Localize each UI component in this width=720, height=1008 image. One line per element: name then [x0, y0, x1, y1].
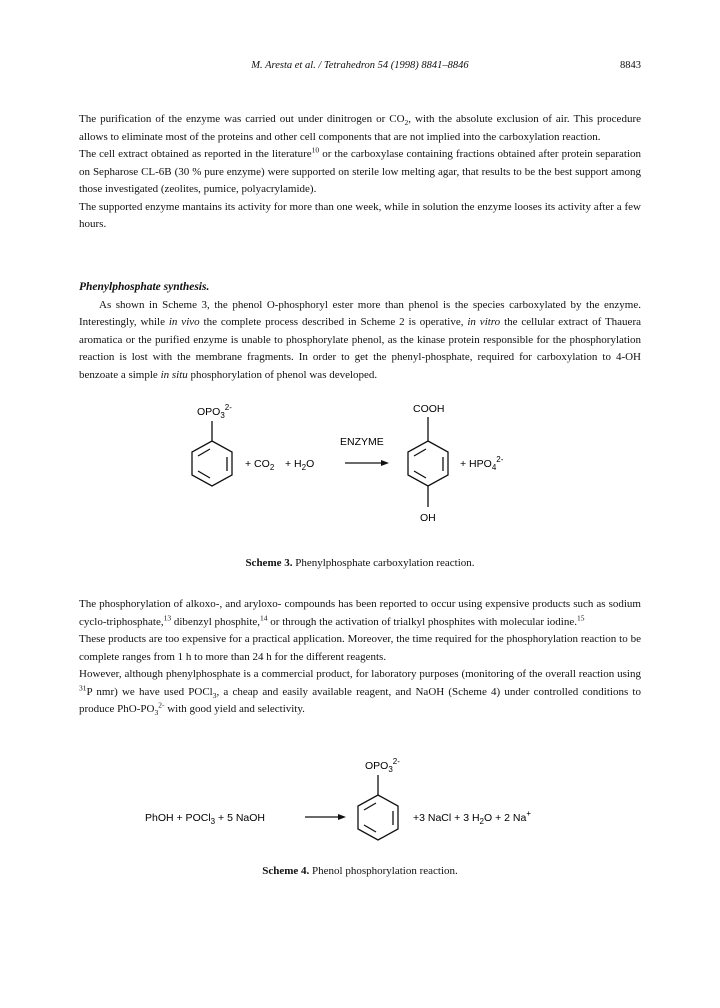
h2o-reactant: + $H_2O$: [285, 458, 315, 472]
paragraph-phosphorylation-methods: The phosphorylation of alkoxo-, and aryloxo- compounds has been reported to occur using expensive products such as sodium cyclo-triphosphate,$^{13}$ dibenzyl phosphite,$^{14}$ or through the activation of trialkyl phosphites with molecular iodine.$^{15}$: [79, 598, 641, 628]
enzyme-label: ENZYME: [340, 436, 384, 448]
scheme-4-caption-label: Scheme 4.: [262, 865, 310, 877]
scheme-3-caption-text: Phenylphosphate carboxylation reaction.: [292, 557, 475, 569]
page-number: 8843: [620, 60, 641, 71]
benzoate-ring-product: [408, 441, 448, 486]
reference-13: 13: [163, 612, 172, 622]
phenylphosphate-section: [79, 279, 641, 384]
scheme-4-caption: [0, 865, 720, 877]
paragraph-scheme3-intro: As shown in Scheme 3, the phenol O-phosphoryl ester more than phenol is the species carboxylated by the enzyme. Interestingly, while in vivo the complete process described in Scheme 2 is operative, in vitro the cellular extract of Thauera aromatica or the purified enzyme is unable to phosphorylate phenol, as the kinase protein responsible for the phosphorylation reaction is lost with the membrane fragments. In order to get the phenyl-phosphate, required for carboxylation to 4-OH benzoate a simple in situ phosphorylation of phenol was developed.: [79, 298, 641, 381]
scheme-4-caption-text: Phenol phosphorylation reaction.: [309, 865, 458, 877]
phosphorylation-text-block: [79, 596, 641, 719]
oh-group-label: OH: [420, 512, 436, 524]
paragraph-enzyme-purification: The purification of the enzyme was carried out under dinitrogen or $CO_2$, with the absolute exclusion of air. This procedure allows to eliminate most of the proteins and other cell components that are not implied into the carboxylation reaction.: [79, 113, 641, 143]
scheme-4-reactants: PhOH + POCl$_3$ + 5 NaOH: [145, 812, 266, 826]
paragraph-cell-extract: The cell extract obtained as reported in the literature$^{10}$ or the carboxylase containing fractions obtained after protein separation on Sepharose CL-6B (30 % pure enzyme) were supported on sterile low melting agar, that results to be the best support among those investigated (zeolites, pumice, polyacrylamide).: [79, 145, 642, 195]
scheme-3-caption-label: Scheme 3.: [245, 557, 293, 569]
reference-15: 15: [577, 612, 585, 622]
reference-14: 14: [260, 612, 268, 622]
running-header: [0, 60, 720, 76]
scheme-3-drawing: [0, 395, 720, 535]
paragraph-expensive-products: These products are too expensive for a practical application. Moreover, the time required for the phosphorylation reaction to be complete ranges from 1 h to more than 24 h for the different reagents.: [79, 633, 641, 663]
paragraph-pocl3-method: However, although phenylphosphate is a commercial product, for laboratory purposes (monitoring of the overall reaction using $^{31}$P nmr) we have used POCl$_3$, a cheap and easily available reagent, and NaOH (Scheme 4) under controlled conditions to produce PhO-$PO_3^{2-}$ with good yield and selectivity.: [79, 668, 641, 718]
scheme-4-figure: [0, 755, 720, 855]
phenyl-ring-product: [358, 795, 398, 840]
running-title: M. Aresta et al. / Tetrahedron 54 (1998) 8841–8846: [251, 60, 469, 71]
scheme-3-caption: [0, 557, 720, 569]
opo3-group-label: $OPO_3^{2-}$: [365, 757, 400, 774]
reference-10: 10: [311, 145, 320, 155]
opo3-group-label: $OPO_3^{2-}$: [197, 403, 232, 420]
paragraph-supported-enzyme: The supported enzyme mantains its activity for more than one week, while in solution the enzyme looses its activity after a few hours.: [79, 200, 641, 230]
hpo4-product: + $HPO_4^{2-}$: [460, 455, 504, 472]
intro-text-block: [79, 111, 641, 234]
reaction-arrow-head: [381, 460, 389, 466]
phenyl-ring-reactant: [192, 441, 232, 486]
scheme-4-products: +3 NaCl + 3 $H_2O + 2$ Na+: [413, 809, 531, 826]
reaction-arrow-head: [338, 814, 346, 820]
scheme-4-drawing: [0, 755, 720, 855]
scheme-3-figure: [0, 395, 720, 535]
co2-reactant: + $CO_2$: [245, 458, 275, 472]
cooh-group-label: COOH: [413, 403, 445, 415]
section-heading: Phenylphosphate synthesis.: [79, 281, 210, 293]
